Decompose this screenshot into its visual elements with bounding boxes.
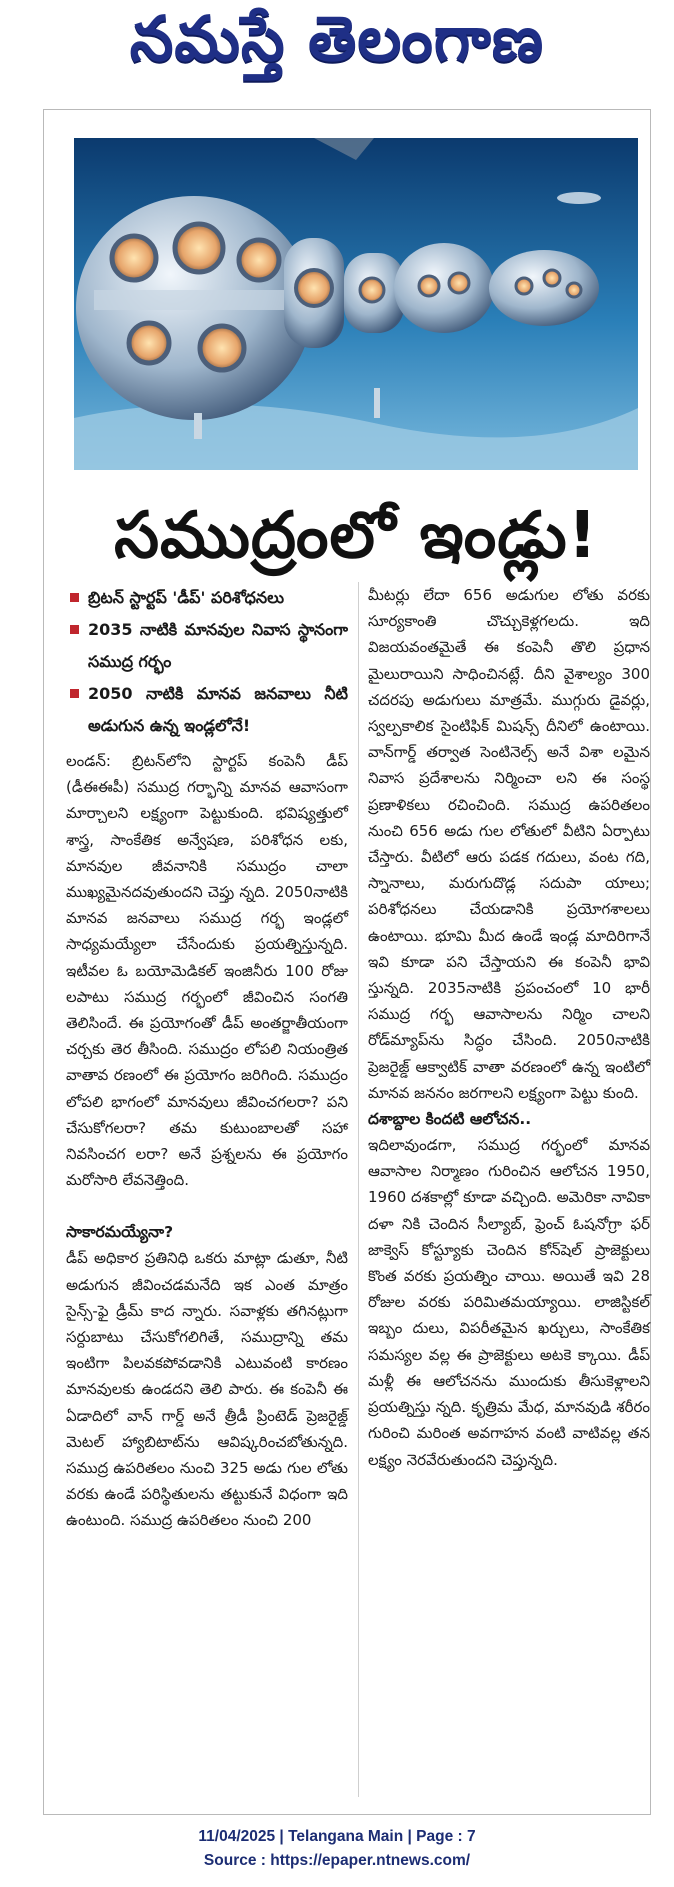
footer-source-link[interactable]: Source : https://epaper.ntnews.com/ <box>203 1852 471 1869</box>
bullet-item: 2050 నాటికి మానవ జనవాలు నీటి అడుగున ఉన్న ఇండ్లలోనే! <box>66 678 348 742</box>
section-subhead: దశాబ్దాల కిందటి ఆలోచన.. <box>368 1110 532 1129</box>
body-paragraph: డీప్ అధికార ప్రతినిధి ఒకరు మాట్లా డుతూ, నీటి అడుగున జీవించడమనేది ఇక ఎంత మాత్రం సైన్స్-ఫై డ్రీమ్ కాద న్నారు. సవాళ్లకు తగినట్లుగా సర్దుబాటు చేసుకోగలిగితే, సముద్రాన్ని తమ ఇంటిగా పిలవకపోవడానికి ఎటువంటి కారణం మానవులకు ఉండదని తెలి పారు. ఈ కంపెనీ ఈ ఏడాదిలో వాన్ గార్డ్ అనే త్రీడీ ప్రింటెడ్ ప్రెజరైజ్డ్ మెటల్ హ్యాబిటాట్‌ను ఆవిష్కరించబోతున్నది. సముద్ర ఉపరితలం నుంచి 325 అడు గుల లోతు వరకు ఉండే పరిస్థితులను తట్టుకునే విధంగా ఇది ఉంటుంది. సముద్ర ఉపరితలం నుంచి 200 <box>66 1249 348 1530</box>
footer-date-line: 11/04/2025 | Telangana Main | Page : 7 <box>198 1828 476 1845</box>
section-subhead: సాకారమయ్యేనా? <box>66 1223 174 1242</box>
masthead <box>0 0 674 92</box>
masthead-title: నమస్తే తెలంగాణ <box>129 2 545 75</box>
left-column <box>66 582 348 1534</box>
article-headline: సముద్రంలో ఇండ్లు! <box>114 499 598 573</box>
underwater-habitat-illustration <box>74 138 638 470</box>
highlight-bullets <box>66 582 348 742</box>
column-divider <box>358 582 359 1797</box>
article-photo <box>74 138 638 470</box>
body-paragraph: లండన్: బ్రిటన్‌లోని స్టార్టప్ కంపెనీ డీప్ (డీఈఈపీ) సముద్ర గర్భాన్ని మానవ ఆవాసంగా మార్చాలని లక్ష్యంగా పెట్టుకుంది. భవిష్యత్తులో శాస్త్ర, సాంకేతిక అన్వేషణ, పరిశోధన లకు, మానవుల జీవనానికి సముద్రం చాలా ముఖ్యమైనదవుతుందని చెప్తు న్నది. 2050నాటికి మానవ జనవాలు సముద్ర గర్భ ఇండ్లలో సాధ్యమయ్యేలా చేసేందుకు ప్రయత్నిస్తున్నది. ఇటీవల ఓ బయోమెడికల్ ఇంజినీరు 100 రోజు లపాటు సముద్ర గర్భంలో జీవించిన సంగతి తెలిసిందే. ఈ ప్రయోగంతో డీప్ అంతర్జాతీయంగా చర్చకు తెర తీసింది. సముద్రం లోపలి నియంత్రిత వాతావ రణంలో ఈ ప్రయోగం జరిగింది. సముద్రం లోపలి భాగంలో మానవులు జీవించగలరా? పని చేసుకోగలరా? తమ కుటుంబాలతో సహా నివసించగ లరా? అనే ప్రశ్నలను ఈ ప్రయోగం మరోసారి లేవనెత్తింది. <box>66 752 348 1190</box>
body-paragraph: మీటర్లు లేదా 656 అడుగుల లోతు వరకు సూర్యకాంతి చొచ్చుకెళ్లగలదు. ఇది విజయవంతమైతే ఈ కంపెనీ తొలి ప్రధాన మైలురాయిని సాధించినట్లే. దీని వైశాల్యం 300 చదరపు అడుగులు మాత్రమే. ముగ్గురు డైవర్లు, స్వల్పకాలిక సైంటిఫిక్ మిషన్స్ దీనిలో ఉంటాయి. వాన్‌గార్డ్ తర్వాత సెంటినెల్స్ అనే విశా లమైన నివాస ప్రదేశాలను నిర్మించా లని ఈ సంస్థ ప్రణాళికలు రచించింది. సముద్ర ఉపరితలం నుంచి 656 అడు గుల లోతులో వీటిని ఏర్పాటు చేస్తారు. వీటిలో ఆరు పడక గదులు, వంట గది, స్నానాలు, మరుగుదొడ్ల సదుపా యాలు; పరిశోధనలు చేయడానికి ప్రయోగశాలలు ఉంటాయి. భూమి మీద ఉండే ఇండ్ల మాదిరిగానే ఇవి కూడా పని చేస్తాయని ఈ కంపెనీ భావి స్తున్నది. 2035నాటికి ప్రపంచంలో 10 భారీ సముద్ర గర్భ ఆవాసాలను నిర్మిం చాలని రోడ్‌మ్యాప్‌ను సిద్ధం చేసింది. 2050నాటికి ప్రెజరైజ్డ్ ఆక్వాటిక్ వాతా వరణంలో ఉన్న ఇంటిలో మానవ జననం జరగాలని లక్ష్యంగా పెట్టు కుంది. <box>368 586 650 1102</box>
right-column <box>368 582 650 1473</box>
bullet-item: 2035 నాటికి మానవుల నివాస స్థానంగా సముద్ర గర్భం <box>66 614 348 678</box>
body-paragraph: ఇదిలావుండగా, సముద్ర గర్భంలో మానవ ఆవాసాల నిర్మాణం గురించిన ఆలోచన 1950, 1960 దశకాల్లో కూడా వచ్చింది. అమెరికా నావికా దళా నికి చెందిన సీల్యాబ్, ఫ్రెంచ్ ఓషనోగ్రా ఫర్ జాక్వెస్ కోస్ట్యూకు చెందిన కోన్‌షెల్ ప్రాజెక్టులు కొంత వరకు ప్రయత్నిం చాయి. అయితే ఇవి 28 రోజుల వరకు పరిమితమయ్యాయి. లాజిస్టికల్ ఇబ్బం దులు, విపరీతమైన ఖర్చులు, సాంకేతిక సమస్యల వల్ల ఈ ప్రాజెక్టులు అటకె క్కాయి. డీప్ మళ్లీ ఈ ఆలోచనను ముందుకు తీసుకెళ్లాలని ప్రయత్నిస్తు న్నది. కృత్రిమ మేధ, మానవుడి శరీరం గురించి మరింత అవగాహన వంటి వాటివల్ల తన లక్ష్యం నెరవేరుతుందని చెప్తున్నది. <box>368 1136 650 1469</box>
bullet-item: బ్రిటన్ స్టార్టప్ 'డీప్' పరిశోధనలు <box>66 582 348 614</box>
